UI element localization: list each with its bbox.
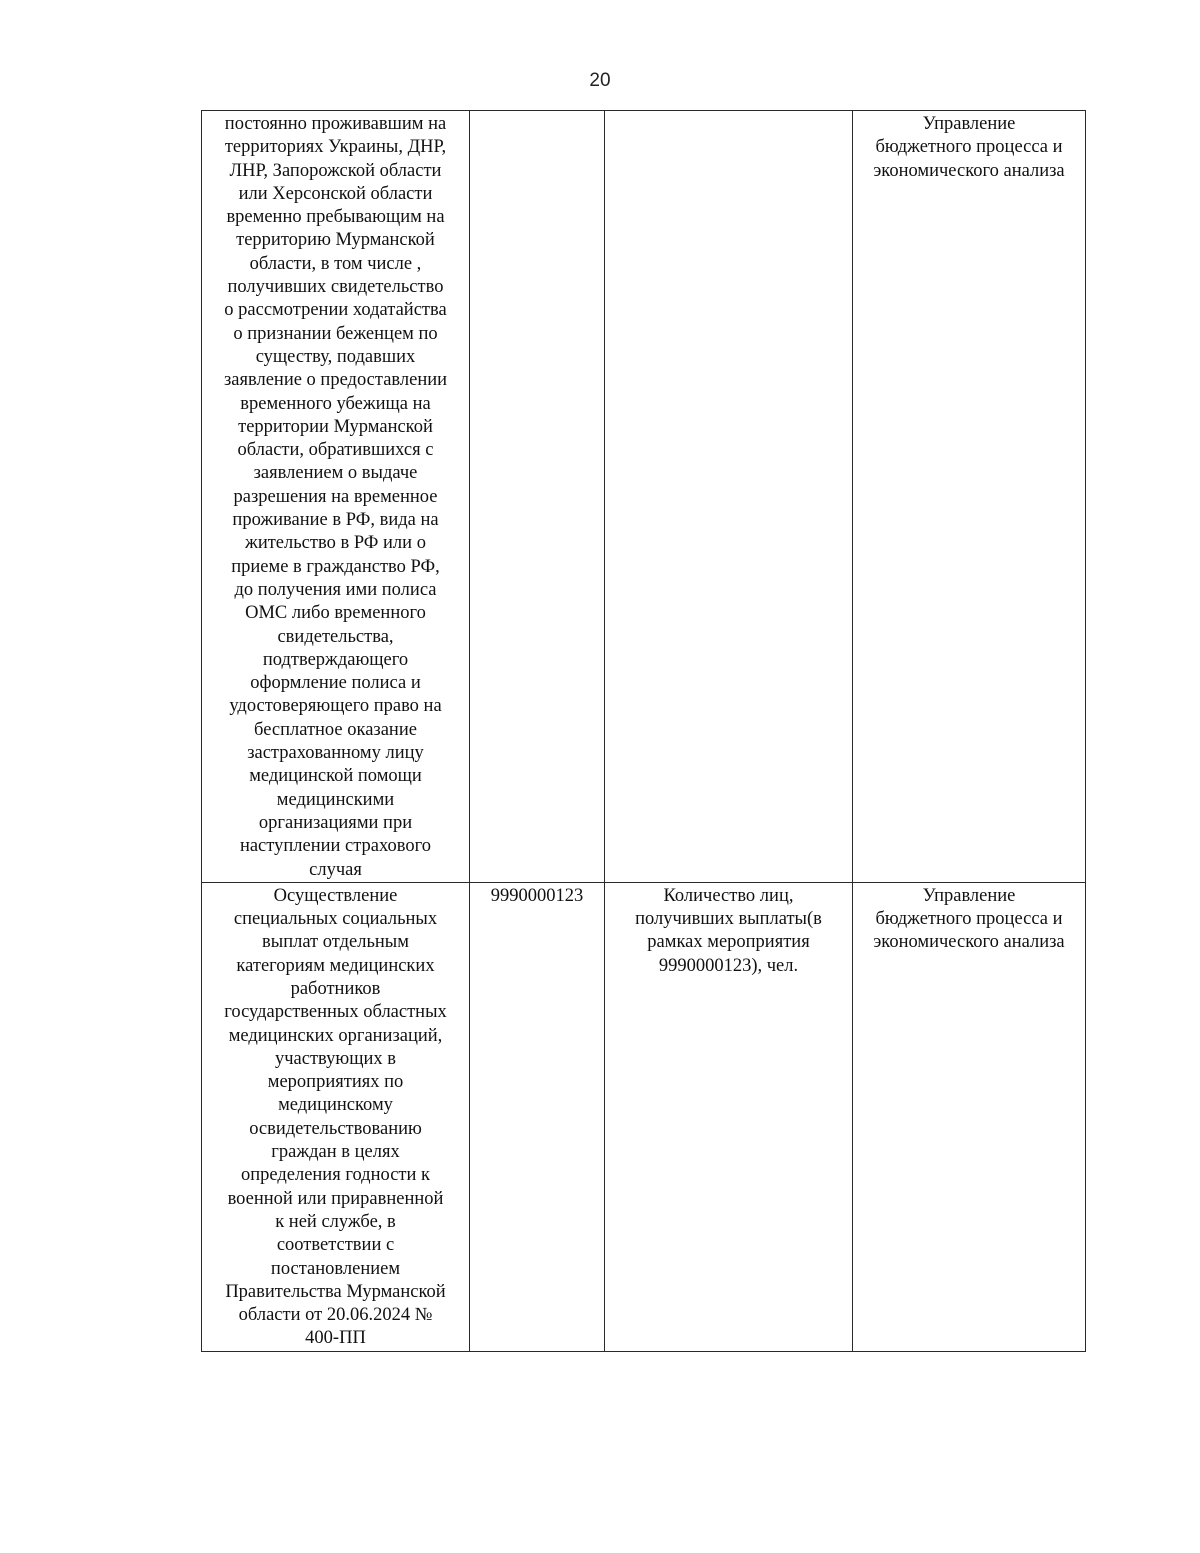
responsible-department-cell: Управление бюджетного процесса и экономического анализа — [853, 111, 1086, 883]
page-number: 20 — [589, 70, 611, 91]
measure-description-cell: Осуществление специальных социальных выплат отдельным категориям медицинских работников государственных областных медицинских организаций, участвующих в мероприятиях по медицинскому освидетельствованию граждан в целях определения годности к военной или приравненной к ней службе, в соответствии с постановлением Правительства Мурманской области от 20.06.2024 № 400-ПП — [202, 882, 470, 1351]
responsible-department-cell: Управление бюджетного процесса и экономического анализа — [853, 882, 1086, 1351]
table-row — [202, 882, 1086, 1351]
measure-description-cell: постоянно проживавшим на территориях Украины, ДНР, ЛНР, Запорожской области или Херсонской области временно пребывающим на территорию Мурманской области, в том числе , получивших свидетельство о рассмотрении ходатайства о признании беженцем по существу, подавших заявление о предоставлении временного убежища на территории Мурманской области, обратившихся с заявлением о выдаче разрешения на временное проживание в РФ, вида на жительство в РФ или о приеме в гражданство РФ, до получения ими полиса ОМС либо временного свидетельства, подтверждающего оформление полиса и удостоверяющего право на бесплатное оказание застрахованному лицу медицинской помощи медицинскими организациями при наступлении страхового случая — [202, 111, 470, 883]
measure-code-cell: 9990000123 — [470, 882, 605, 1351]
table-row — [202, 111, 1086, 883]
indicator-cell — [605, 111, 853, 883]
measures-table — [201, 110, 1086, 1352]
measure-code-cell — [470, 111, 605, 883]
indicator-cell: Количество лиц, получивших выплаты(в рамках мероприятия 9990000123), чел. — [605, 882, 853, 1351]
